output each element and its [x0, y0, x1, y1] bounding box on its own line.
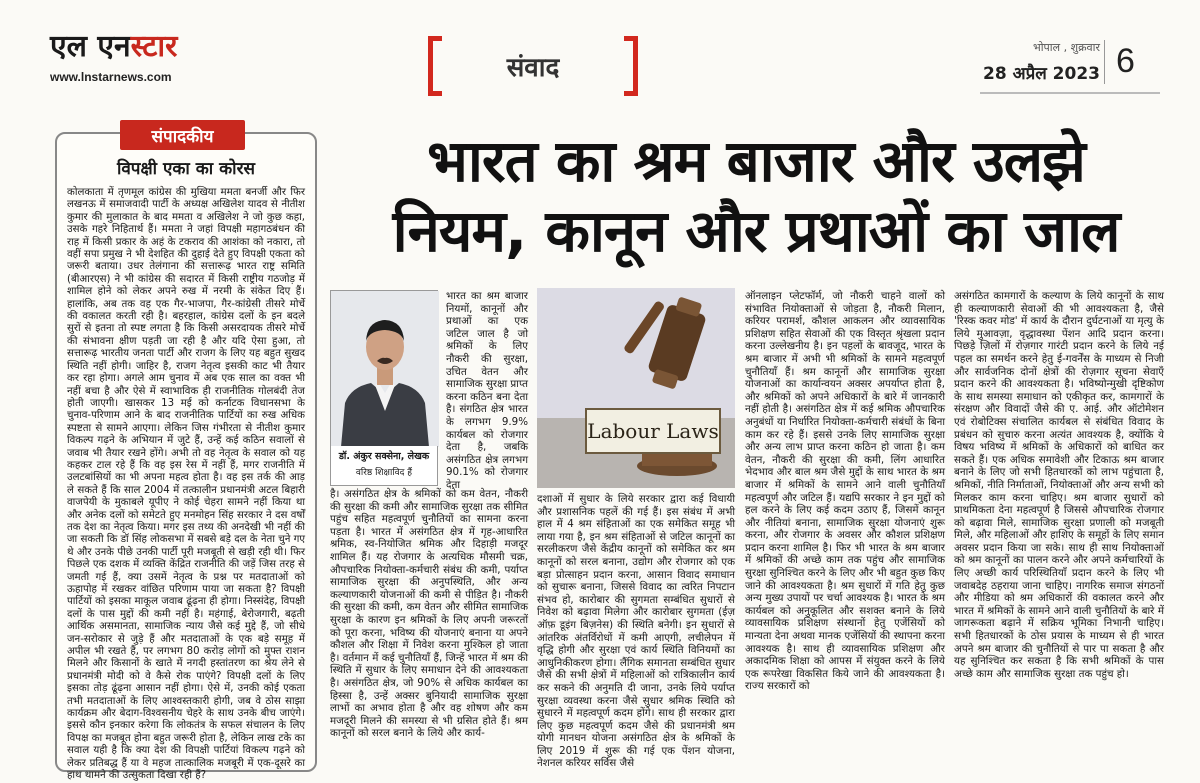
article-column-2: दशाओं में सुधार के लिये सरकार द्वारा कई विधायी और प्रशासनिक पहलें की गई हैं। इस संबंध में अभी हाल में 4 श्रम संहिताओं का एक समेकित समूह भी लाया गया है, इन श्रम संहिताओं से जटिल कानूनों का सरलीकरण जैसे केंद्रीय कानूनों को समेकित कर श्रम कानूनों को सरल बनाना, उद्योग और रोजगार को एक बड़ा प्रोत्साहन प्रदान करना, आसान विवाद समाधान को सुचारू बनाना, जिससे विवाद का त्वरित निपटान संभव हो, कारोबार की सुगमता सम्बंधित सुधारों से निवेश को बढ़ावा मिलेगा और कारोबार सुगमता (ईज़ ऑफ़ डूइंग बिज़नेस) की स्थिति बनेगी। इन सुधारों से आंतरिक अंतर्विरोधों में कमी आएगी, लचीलेपन में वृद्धि होगी और सुरक्षा एवं कार्य स्थिति विनियमों का आधुनिकीकरण होगा। लैंगिक समानता सम्बंधित सुधार जैसे की सभी क्षेत्रों में महिलाओं को रात्रिकालीन कार्य कर सकने की अनुमति दी जाना, उनके लिये पर्याप्त सुरक्षा व्यवस्था करना जैसे सुधार श्रमिक स्थिति को सुधारने में महत्वपूर्ण कदम होंगे। साथ ही सरकार द्वारा लिए कुछ महत्वपूर्ण कदम जैसे की प्रधानमंत्री श्रम योगी मानधन योजना असंगठित क्षेत्र के श्रमिकों के लिए 2019 में शुरू की गई एक पेंशन योजना, नेशनल करियर सर्विस जैसे	[537, 493, 735, 770]
gavel-icon	[537, 288, 735, 488]
author-caption	[330, 446, 438, 486]
dateline	[980, 40, 1100, 84]
bracket-left-icon	[428, 36, 442, 96]
article-headline	[332, 126, 1180, 266]
headline-line-2: नियम, कानून और प्रथाओं का जाल	[392, 197, 1120, 265]
author-name: डॉ. अंकुर सक्सेना, लेखक	[338, 451, 430, 462]
section-tag-label: संवाद	[506, 53, 560, 83]
article-column-1-top: भारत का श्रम बाजार नियमों, कानूनों और प्रथाओं का एक जटिल जाल है जो श्रमिकों के लिए नौकरी की सुरक्षा, उचित वेतन और सामाजिक सुरक्षा प्राप्त करना कठिन बना देता है। संगठित क्षेत्र भारत के लगभग 9.9% कार्यबल को रोजगार देता है, जबकि असंगठित क्षेत्र लगभग 90.1% को रोजगार देता	[446, 290, 529, 491]
masthead	[50, 29, 230, 84]
article-column-3: ऑनलाइन प्लेटफॉर्म, जो नौकरी चाहने वालों को संभावित नियोक्ताओं से जोड़ता है, नौकरी मिलान, करियर परामर्श, कौशल आकलन और व्यावसायिक प्रशिक्षण सहित सेवाओं की एक विस्तृत श्रृंखला प्रदान करना उल्लेखनीय है। इन पहलों के बावजूद, भारत के श्रम बाजार में अभी भी श्रमिकों के सामने महत्वपूर्ण चुनौतियाँ हैं। श्रम कानूनों और सामाजिक सुरक्षा योजनाओं का कार्यान्वयन अक्सर अपर्याप्त होता है, और श्रमिकों को अपने अधिकारों के बारे में जानकारी नहीं होती है। असंगठित क्षेत्र में कई श्रमिक औपचारिक अनुबंधों या निर्धारित नियोक्ता-कर्मचारी संबंधों के बिना काम कर रहे हैं। इससे उनके लिए सामाजिक सुरक्षा और अन्य लाभ प्राप्त करना कठिन हो जाता है। कम वेतन, नौकरी की सुरक्षा की कमी, लिंग आधारित भेदभाव और बाल श्रम जैसे मुद्दों के साथ भारत के श्रम बाजार में श्रमिकों के सामने आने वाली चुनौतियाँ महत्वपूर्ण और जटिल हैं। यद्यपि सरकार ने इन मुद्दों को हल करने के लिए कई कदम उठाए हैं, जिसमें कानून और नीतियां बनाना, सामाजिक सुरक्षा योजनाएं शुरू करना, और रोजगार के अवसर और कौशल प्रशिक्षण प्रदान करना शामिल है। फिर भी भारत के श्रम बाजार में श्रमिकों की अच्छे काम तक पहुंच और सामाजिक सुरक्षा सुनिश्चित करने के लिए और भी बहुत कुछ किए जाने की आवश्यकता है। श्रम सुधारों में गति हेतु कुछ अन्य मुख्य उपायों पर चर्चा आवश्यक है। भारत के श्रम कार्यबल को अनुकूलित और सशक्त बनाने के लिये व्यावसायिक प्रशिक्षण संस्थानों हेतु एजेंसियों को मान्यता देना अथवा मानक एजेंसियों की स्थापना करना आवश्यक है। साथ ही व्यावसायिक प्रशिक्षण और अकादमिक शिक्षा को आपस में संयुक्त करने के लिये एक रूपरेखा विकसित किये जाने की आवश्यकता है। राज्य सरकारों को	[745, 290, 945, 693]
headline-line-1: भारत का श्रम बाजार और उलझे	[427, 127, 1085, 195]
editorial-title: विपक्षी एका का कोरस	[116, 159, 256, 179]
author-portrait-icon	[331, 291, 439, 447]
editorial-box	[55, 132, 317, 782]
labour-laws-photo	[537, 288, 735, 488]
bracket-right-icon	[624, 36, 638, 96]
logo-main: एल एन	[50, 29, 131, 64]
location-day: भोपाल , शुक्रवार	[1032, 41, 1100, 54]
section-tag	[428, 36, 638, 96]
issue-date: 28 अप्रैल 2023	[983, 64, 1100, 84]
page-number: 6	[1116, 42, 1135, 80]
dateline-divider	[1104, 40, 1105, 84]
logo-accent: स्टार	[130, 29, 178, 64]
website-url: www.lnstarnews.com	[50, 70, 172, 84]
article-column-4: असंगठित कामगारों के कल्याण के लिये कानूनों के साथ ही कल्याणकारी सेवाओं की भी आवश्यकता है, जैसे 'रिस्क कवर मोड' में कार्य के दौरान दुर्घटनाओं या मृत्यु के लिये मुआवज़ा, वृद्धावस्था पेंशन आदि प्रदान करना। पिछड़े ज़िलों में रोज़गार गारंटी प्रदान करने के लिये नई पहल का समर्थन करने हेतु ई-गवर्नेंस के माध्यम से निजी और सार्वजनिक दोनों क्षेत्रों की रोज़गार सूचना सेवाएँ प्रदान करने की आवश्यकता है। भविष्योन्मुखी दृष्टिकोण के साथ समस्या समाधान को एकीकृत कर, कामगारों के संरक्षण और विवादों जैसे की ए. आई. और ऑटोमेशन एवं रोबोटिक्स संचालित कार्यबल से संबंधित विवाद के प्रबंधन को सुचारु करना अत्यंत आवश्यक है, क्योंकि ये विषय भविष्य में श्रमिकों के अधिकारों को बाधित कर सकते हैं। एक अधिक समावेशी और टिकाऊ श्रम बाजार बनाने के लिए जो सभी हितधारकों को लाभ पहुंचाता है, श्रमिकों, नीति निर्माताओं, नियोक्ताओं और अन्य सभी को मिलकर काम करना चाहिए। श्रम बाजार सुधारों को प्राथमिकता देना महत्वपूर्ण है जिससे औपचारिक रोजगार को बढ़ावा मिले, सामाजिक सुरक्षा प्रणाली को मजबूती मिले, और महिलाओं और हाशिए के समूहों के लिए समान अवसर प्रदान किया जा सके। साथ ही साथ नियोक्ताओं को श्रम कानूनों का पालन करने और अपने कर्मचारियों के लिए अच्छी कार्य परिस्थितियाँ प्रदान करने के लिए भी जवाबदेह ठहराया जाना चाहिए। नागरिक समाज संगठनों और मीडिया को श्रम अधिकारों की वकालत करने और भारत में श्रमिकों के सामने आने वाली चुनौतियों के बारे में जागरूकता बढ़ाने में सक्रिय भूमिका निभानी चाहिए। सभी हितधारकों के ठोस प्रयास के माध्यम से ही भारत अपने श्रम बाजार की चुनौतियों से पार पा सकता है और यह सुनिश्चित कर सकता है कि सभी श्रमिकों के पास अच्छे काम और सामाजिक सुरक्षा तक पहुंच हो।	[954, 290, 1164, 680]
editorial-badge: संपादकीय	[120, 120, 245, 150]
newspaper-logo	[50, 29, 230, 64]
labour-laws-sign: Labour Laws	[585, 408, 721, 454]
author-photo	[330, 290, 438, 446]
editorial-body: कोलकाता में तृणमूल कांग्रेस की मुखिया ममता बनर्जी और फिर लखनऊ में समाजवादी पार्टी के अध्यक्ष अखिलेश यादव से नीतीश कुमार की मुलाकात के बाद ममता व अखिलेश ने जो कुछ कहा, उसके गहरे निहितार्थ हैं। ममता ने जहां विपक्षी महागठबंधन की राह में किसी प्रकार के अहं के टकराव की आशंका को नकारा, तो वहीं सपा प्रमुख ने भी देशहित की दुहाई देते हुए विपक्षी एकता को जरूरी बताया। उधर तेलंगाना की सत्तारूढ़ भारत राष्ट्र समिति (बीआरएस) ने भी कांग्रेस की सदारत में किसी राष्ट्रीय गठजोड़ में शामिल होने को लेकर अपने रुख में नरमी के संकेत दिए हैं। हालांकि, अब तक वह एक गैर-भाजपा, गैर-कांग्रेसी तीसरे मोर्चे की वकालत करती रही है। बहरहाल, कांग्रेस दलों के इन बदले सुरों से इतना तो स्पष्ट लगता है कि किसी असरदायक तीसरे मोर्चे की संभावना क्षीण पड़ती जा रही है और यदि ऐसा हुआ, तो सत्तारूढ़ भारतीय जनता पार्टी और राजग के लिए यह बहुत सुखद स्थिति नहीं होगी। जाहिर है, राजग नेतृत्व इसकी काट भी तैयार कर रहा होगा। अगले आम चुनाव में अब एक साल का वक्त भी नहीं बचा है और ऐसे में स्वाभाविक ही राजनीतिक गोलबंदी तेज होती जाएगी। खासकर 13 मई को कर्नाटक विधानसभा के चुनाव-परिणाम आने के बाद राजनीतिक पार्टियों का रुख अधिक स्पष्टता से सामने आएगा। लेकिन जिस गंभीरता से नीतीश कुमार विकल्प गढ़ने के अभियान में जुटे हैं, उन्हें कई कठिन सवालों से जवाब भी तैयार रखने होंगे। अभी तो वह नेतृत्व के सवाल को यह कहकर टाल रहे हैं कि वह इस रेस में नहीं हैं, मगर राजनीति में उलटबांसियों का भी अपना महत्व होता है। वह इस तर्क की आड़ ले सकते हैं कि साल 2004 में तत्कालीन प्रधानमंत्री अटल बिहारी वाजपेयी के मुकाबले यूपीए ने कोई चेहरा सामने नहीं किया था और अनेक दलों को समेटते हुए मनमोहन सिंह सरकार ने दस वर्षों तक देश का नेतृत्व किया। मगर इस तथ्य की अनदेखी भी नहीं की जा सकती कि डॉ सिंह लोकसभा में सबसे बड़े दल के नेता चुने गए थे और उनके पीछे उनकी पार्टी पूरी मजबूती से खड़ी रही थी। फिर पिछले एक दशक में व्यक्ति केंद्रित राजनीति की जड़ें जिस तरह से जमती गई हैं, क्या उसमें नेतृत्व के प्रश्न पर मतदाताओं को ऊहापोह में रखकर वांछित परिणाम पाया जा सकता है? विपक्षी पार्टियों को इसका माकूल जवाब ढूंढ़ना ही होगा। निस्संदेह, विपक्षी दलों के पास मुद्दों की कमी नहीं है। महंगाई, बेरोजगारी, बढ़ती आर्थिक असमानता, सामाजिक न्याय जैसे कई मुद्दे हैं, जो सीधे जन-सरोकार से जुड़े हैं और मतदाताओं के एक बड़े समूह में अपील भी रखते हैं, पर लगभग 80 करोड़ लोगों को मुफ्त राशन मिलने और किसानों के खाते में नगदी हस्तांतरण का श्रेय लेने से प्रधानमंत्री मोदी को वे कैसे रोक पाएंगे? विपक्षी दलों के लिए इसका तोड़ ढूंढ़ना आसान नहीं होगा। ऐसे में, उनकी कोई एकता तभी मतदाताओं के लिए आश्वस्तकारी होगी, जब वे ठोस साझा कार्यक्रम और बेदाग-विश्वसनीय चेहरे के साथ उनके बीच जाएंगे। इससे कौन इनकार करेगा कि लोकतंत्र के सफल संचालन के लिए विपक्ष का मजबूत होना बहुत जरूरी होता है, लेकिन लाख टके का सवाल यही है कि क्या देश की विपक्षी पार्टियां विकल्प गढ़ने को लेकर प्रतिबद्ध हैं या वे महज तात्कालिक मजबूरी में एक-दूसरे का हाथ थामने की उत्सुकता दिखा रही हैं?	[67, 187, 305, 782]
header-rule	[980, 92, 1160, 94]
author-role: वरिष्ठ शिक्षाविद हैं	[355, 468, 413, 478]
article-column-1-bottom: है। असंगठित क्षेत्र के श्रमिकों को कम वेतन, नौकरी की सुरक्षा की कमी और सामाजिक सुरक्षा तक सीमित पहुंच सहित महत्वपूर्ण चुनौतियों का सामना करना पड़ता है। भारत में असंगठित क्षेत्र में गृह-आधारित श्रमिक, स्व-नियोजित श्रमिक और दिहाड़ी मजदूर शामिल हैं। यह रोजगार के अत्यधिक मौसमी चक्र, औपचारिक नियोक्ता-कर्मचारी संबंध की कमी, पर्याप्त सामाजिक सुरक्षा की अनुपस्थिति, और अन्य कल्याणकारी योजनाओं की कमी से पीड़ित है। नौकरी की सुरक्षा की कमी, कम वेतन और सीमित सामाजिक सुरक्षा के कारण इन श्रमिकों के लिए अपनी जरूरतों को पूरा करना, भविष्य की योजनाएं बनाना या अपने कौशल और शिक्षा में निवेश करना मुश्किल हो जाता है। वर्तमान में कई चुनौतियाँ हैं, जिन्हें भारत में श्रम की स्थिति में सुधार के लिए समाधान देने की आवश्यकता है। असंगठित क्षेत्र, जो 90% से अधिक कार्यबल का हिस्सा है, उन्हें अक्सर बुनियादी सामाजिक सुरक्षा लाभों का अभाव होता है और वह शोषण और कम मजदूरी मिलने की समस्या से भी ग्रसित होते हैं। श्रम कानूनों को सरल बनाने के लिये और कार्य-	[330, 488, 528, 740]
